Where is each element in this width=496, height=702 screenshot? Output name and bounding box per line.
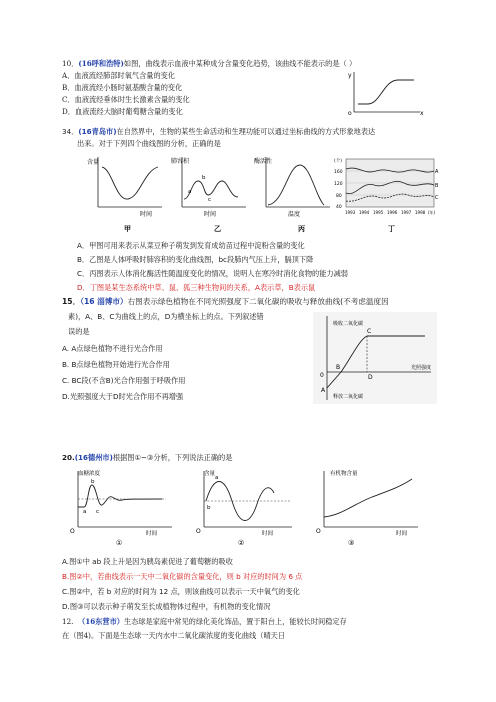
q10-option-c: C．血液流经垂体时生长激素含量的变化 (62, 95, 190, 104)
q20-figure-1 (66, 465, 176, 547)
q34-ding-year-unit: (年) (428, 210, 436, 215)
q34-option-d: D．丁图是某生态系统中草、鼠、狐三种生物间的关系，A表示草，B表示鼠 (77, 283, 316, 292)
q12-stem-line2: 在（图4)。下面是生态球一天内水中二氧化碳浓度的变化曲线（晴天日 (62, 631, 286, 640)
q34-ding-ytick-80: 80 (336, 194, 342, 199)
q10-option-d: D．血液流经大脑时葡萄糖含量的变化 (62, 107, 183, 116)
q20-fig2-xlabel: 时间 (262, 531, 274, 537)
q20-fig2-point-a: a (215, 475, 219, 481)
q15-fig-origin: 0 (320, 372, 324, 379)
q20-fig1-point-c: c (96, 509, 100, 515)
q34-jia-xlabel: 时间 (140, 211, 153, 218)
q34-jia-caption: 甲 (124, 225, 131, 233)
q20-fig3-origin: O (316, 528, 321, 535)
q34-yi-caption: 乙 (214, 225, 221, 233)
q10-stem-line (62, 59, 356, 68)
q15-option-c: C. BC段(不含B)光合作用强于呼吸作用 (62, 376, 186, 385)
q34-ding-series-b: B (435, 183, 439, 189)
q34-bing-xlabel: 温度 (288, 211, 301, 218)
q15-fig-xlabel: 光照强度 (411, 365, 432, 371)
q15-fig-point-c: C (367, 328, 372, 335)
q12-source-tag: （16东营市） (78, 617, 124, 626)
q20-fig2-ylabel: 含量 (204, 471, 216, 477)
q20-option-d: D.图③可以表示种子萌发至长成植物体过程中，有机物的变化情况 (62, 602, 271, 611)
q34-yi-point-c: c (208, 197, 212, 203)
q20-fig1-caption: ① (116, 539, 123, 547)
q10-fig-origin: o (348, 110, 352, 116)
q20-fig1-xlabel: 时间 (146, 531, 158, 537)
q34-yi-point-b: b (202, 175, 206, 181)
q15-figure (313, 312, 437, 404)
q10-source-tag: (16呼和浩特) (78, 59, 124, 68)
q34-ding-unit: (个) (334, 159, 343, 164)
q15-stem-1: 右图表示绿色植物在不同光照强度下二氧化碳的吸收与释放曲线(不考虑温度因 (127, 297, 389, 306)
q34-ding-ytick-160: 160 (334, 170, 343, 175)
q12-stem-1: 生态球是家庭中常见的绿化美化饰品，置于阳台上，能较长时间稳定存 (123, 617, 347, 626)
q34-ding-year-1997: 1997 (401, 210, 412, 215)
q15-stem-line3: 误的是 (68, 327, 90, 336)
q34-yi-xlabel: 时间 (204, 211, 217, 218)
q34-ding-series-c: C (435, 195, 439, 201)
q12-number: 12. (62, 617, 74, 626)
q20-figure-2 (192, 465, 296, 547)
q34-stem-1: 在自然界中，生物的某些生命活动和生理功能可以通过坐标曲线的方式形象地表达 (116, 127, 376, 136)
q34-ding-series-a: A (435, 169, 439, 175)
q34-yi-ylabel: 肺容积 (171, 158, 190, 165)
q15-fig-release-label: 释放二氧化碳 (333, 394, 364, 400)
q15-stem-line2: 素)，A、B、C为曲线上的点，D为横坐标上的点。下列叙述错 (68, 312, 264, 321)
q34-stem-line2: 出来。对于下列四个曲线图的分析，正确的是 (77, 139, 221, 148)
q20-stem: 根据图①~③分析，下列说法正确的是 (112, 453, 233, 462)
q15-number: 15． (62, 297, 81, 306)
q20-fig3-xlabel: 时间 (396, 531, 408, 537)
q34-ding-year-1993: 1993 (345, 210, 356, 215)
q20-fig3-caption: ③ (348, 539, 355, 547)
q15-fig-absorb-label: 吸收二氧化碳 (333, 321, 364, 327)
q10-option-b: B．血液流经小肠时氨基酸含量的变化 (62, 83, 183, 92)
q34-yi-point-a: a (188, 189, 192, 195)
q34-bing-caption: 丙 (298, 225, 305, 233)
q20-option-b: B.图②中，若曲线表示一天中二氧化碳的含量变化，则 b 对应的时间为 6 点 (62, 572, 303, 581)
q34-ding-ytick-40: 40 (336, 205, 342, 210)
q10-number: 10． (62, 59, 79, 68)
q20-stem-line (62, 453, 232, 462)
q20-figure-3 (312, 465, 422, 547)
q34-ding-year-1998: 1998 (415, 210, 426, 215)
q34-figure-yi (170, 153, 252, 233)
q15-option-a: A. A点绿色植物不进行光合作用 (62, 344, 163, 353)
q20-fig3-ylabel: 有机物含量 (330, 471, 358, 477)
q20-fig2-origin: O (196, 528, 201, 535)
q34-number: 34． (62, 127, 79, 136)
q10-figure (340, 68, 424, 116)
q15-fig-point-a: A (321, 387, 326, 394)
q10-stem: 如图，曲线表示血液中某种成分含量变化趋势，该曲线不能表示的是（ ） (123, 59, 357, 68)
q10-fig-x-label: x (420, 110, 424, 116)
q34-source-tag: (16青岛市) (78, 127, 117, 136)
q20-option-c: C.图②中，若 b 对应的时间为 12 点，则该曲线可以表示一天中氧气的变化 (62, 587, 300, 596)
q34-option-a: A．甲图可用来表示从菜豆种子萌发到发育成幼苗过程中淀粉含量的变化 (77, 241, 305, 250)
q12-stem-line1 (62, 617, 347, 626)
q34-ding-year-1995: 1995 (373, 210, 384, 215)
q34-option-c: C．丙图表示人体消化酶活性随温度变化的情况，说明人在寒冷时消化食物的能力减弱 (77, 269, 348, 278)
q20-fig2-caption: ② (238, 539, 245, 547)
q34-ding-year-1994: 1994 (359, 210, 370, 215)
q20-fig1-origin: O (70, 528, 75, 535)
q20-fig1-ylabel: 血糖浓度 (78, 471, 101, 477)
q20-option-a: A.图①中 ab 段上升是因为胰岛素促进了葡萄糖的吸收 (62, 557, 233, 566)
q34-figure-bing (254, 153, 336, 233)
q20-fig1-point-a: a (83, 509, 87, 515)
q15-source-tag: （16 淄博市） (80, 297, 128, 306)
q34-figure-jia (86, 153, 168, 233)
q34-ding-caption: 丁 (388, 225, 395, 233)
q34-option-b: B．乙图是人体呼吸时肺容积的变化曲线图，bc段肺内气压上升，膈顶下降 (77, 255, 314, 264)
q10-option-a: A．血液流经肺部时氧气含量的变化 (62, 71, 176, 80)
q34-ding-year-1996: 1996 (387, 210, 398, 215)
q20-fig1-point-b: b (91, 479, 95, 485)
q15-fig-point-d: D (368, 374, 373, 381)
q15-option-d: D.光照强度大于D时光合作用不再增强 (62, 392, 184, 401)
q15-fig-point-b: B (336, 364, 341, 371)
q15-stem-line1 (62, 297, 389, 306)
q34-bing-ylabel: 酶活性 (254, 158, 273, 165)
q20-fig2-point-b: b (207, 505, 211, 511)
q34-figure-ding (334, 153, 442, 233)
q15-option-b: B. B点绿色植物开始进行光合作用 (62, 360, 170, 369)
q20-number: 20. (62, 453, 75, 462)
q34-ding-ytick-120: 120 (334, 182, 343, 187)
q34-stem-line1 (62, 127, 375, 136)
q10-fig-y-label: y (348, 72, 352, 79)
q20-source-tag: (16德州市) (74, 453, 113, 462)
q34-jia-ylabel: 含量 (87, 159, 100, 166)
